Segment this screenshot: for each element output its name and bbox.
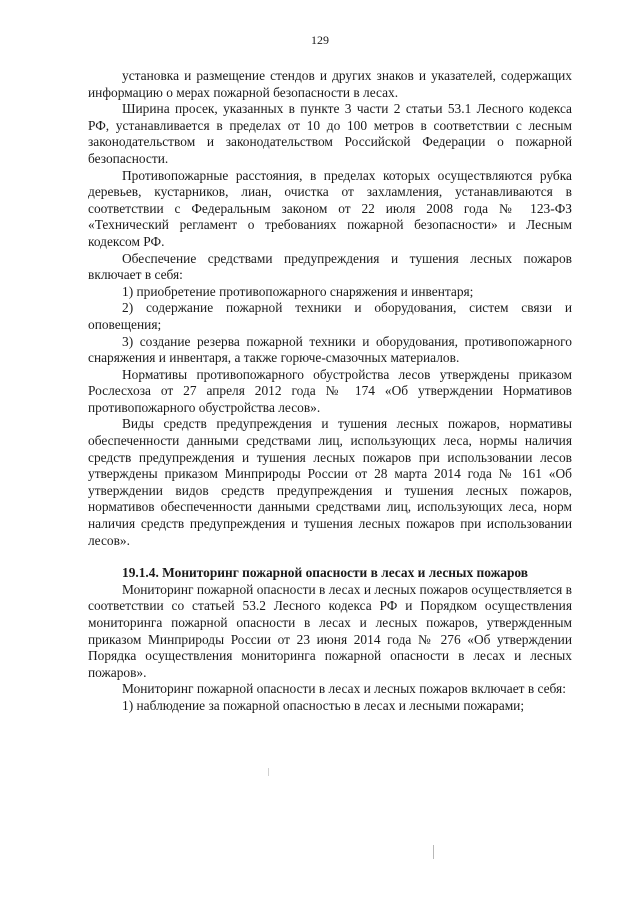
scan-artifact (433, 845, 434, 859)
paragraph: Мониторинг пожарной опасности в лесах и лесных пожаров включает в себя: (122, 681, 566, 697)
paragraph: Ширина просек, указанных в пункте 3 части 2 статьи 53.1 Лесного кодекса РФ, устанавливается в пределах от 10 до 100 метров в соответствии с лесным законодательством и законодательством Российской Федерации о пожарной безопасности. (88, 101, 572, 166)
paragraph: установка и размещение стендов и других знаков и указателей, содержащих информацию о мерах пожарной безопасности в лесах. (88, 68, 572, 100)
section-heading: 19.1.4. Мониторинг пожарной опасности в лесах и лесных пожаров (122, 565, 529, 581)
list-item: 3) создание резерва пожарной техники и оборудования, противопожарного снаряжения и инвентаря, а также горюче-смазочных материалов. (88, 333, 572, 366)
paragraph: Нормативы противопожарного обустройства лесов утверждены приказом Рослесхоза от 27 апреля 2012 года № 174 «Об утверждении Нормативов противопожарного обустройства лесов». (88, 366, 572, 415)
scan-artifact (268, 768, 269, 776)
list-item: 2) содержание пожарной техники и оборудования, систем связи и оповещения; (88, 300, 572, 332)
paragraph: Обеспечение средствами предупреждения и тушения лесных пожаров включает в себя: (88, 250, 572, 283)
list-item: 1) наблюдение за пожарной опасностью в лесах и лесными пожарами; (122, 697, 525, 713)
page-body (88, 68, 572, 715)
paragraph: Мониторинг пожарной опасности в лесах и лесных пожаров осуществляется в соответствии со статьей 53.2 Лесного кодекса РФ и Порядком осуществления мониторинга пожарной опасности в лесах и лесных пожаров, утвержденным приказом Минприроды России от 23 июня 2014 года № 276 «Об утверждении Порядка осуществления мониторинга пожарной опасности в лесах и лесных пожаров». (88, 581, 572, 680)
paragraph: Виды средств предупреждения и тушения лесных пожаров, нормативы обеспеченности данными средствами лиц, использующих леса, нормы наличия средств предупреждения и тушения лесных пожаров при использовании лесов утверждены приказом Минприроды России от 28 марта 2014 года № 161 «Об утверждении видов средств предупреждения и тушения лесных пожаров, нормативов обеспеченности данными средствами лиц, использующих леса, норм наличия средств предупреждения и тушения лесных пожаров при использовании лесов». (88, 416, 572, 548)
page-number: 129 (311, 33, 329, 47)
paragraph: Противопожарные расстояния, в пределах которых осуществляются рубка деревьев, кустарников, лиан, очистка от захламления, устанавливаются в соответствии с Федеральным законом от 22 июля 2008 года № 123-ФЗ «Технический регламент о требованиях пожарной безопасности» и Лесным кодексом РФ. (88, 167, 572, 249)
list-item: 1) приобретение противопожарного снаряжения и инвентаря; (122, 283, 474, 299)
